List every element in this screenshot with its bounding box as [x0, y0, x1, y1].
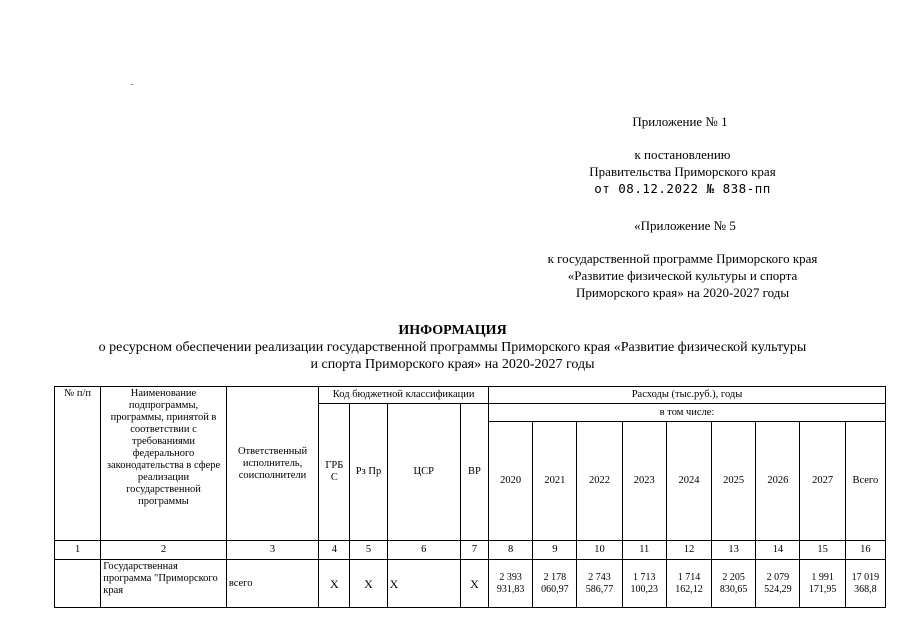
header-including: в том числе:	[489, 404, 886, 422]
row-value-2022: 2 743 586,77	[577, 560, 622, 608]
program-reference	[510, 250, 855, 301]
row-value-2021: 2 178 060,97	[533, 560, 577, 608]
appendix-1-label	[600, 113, 760, 130]
program-name-line2: Приморского края» на 2020-2027 годы	[575, 285, 790, 300]
col-number: 11	[622, 541, 666, 560]
header-year-2025: 2025	[712, 422, 756, 541]
row-value-2023: 1 713 100,23	[622, 560, 666, 608]
col-number: 4	[319, 541, 350, 560]
appendix-5-label	[600, 217, 770, 234]
header-total: Всего	[845, 422, 885, 541]
row-num	[55, 560, 101, 608]
header-row-1	[55, 387, 886, 404]
row-executor: всего	[226, 560, 318, 608]
col-number: 13	[712, 541, 756, 560]
col-number: 1	[55, 541, 101, 560]
header-grbs: ГРБ С	[319, 404, 350, 541]
column-number-row	[55, 541, 886, 560]
col-number: 16	[845, 541, 885, 560]
header-executor: Ответственный исполнитель, соисполнители	[226, 387, 318, 541]
col-number: 10	[577, 541, 622, 560]
col-number: 15	[800, 541, 845, 560]
scan-speck	[131, 84, 133, 85]
row-value-2024: 1 714 162,12	[666, 560, 711, 608]
col-number: 5	[350, 541, 387, 560]
row-grbs: X	[319, 560, 350, 608]
title-sub-line2: и спорта Приморского края» на 2020-2027 годы	[310, 357, 595, 372]
to-decree-text: к постановлению	[634, 147, 731, 162]
row-value-2025: 2 205 830,65	[712, 560, 756, 608]
header-num: № п/п	[55, 387, 101, 541]
col-number: 2	[101, 541, 227, 560]
row-vr: X	[460, 560, 488, 608]
appendix-1-text: Приложение № 1	[632, 114, 728, 129]
resource-table	[54, 386, 886, 608]
header-vr: ВР	[460, 404, 488, 541]
title-main: ИНФОРМАЦИЯ	[398, 323, 507, 338]
row-csr: X	[387, 560, 460, 608]
header-year-2022: 2022	[577, 422, 622, 541]
header-csr: ЦСР	[387, 404, 460, 541]
header-budget-code: Код бюджетной классификации	[319, 387, 489, 404]
header-year-2020: 2020	[489, 422, 533, 541]
row-value-2026: 2 079 524,29	[756, 560, 800, 608]
col-number: 9	[533, 541, 577, 560]
col-number: 7	[460, 541, 488, 560]
title-sub-line1: о ресурсном обеспечении реализации государственной программы Приморского края «Развитие физической культуры	[98, 340, 807, 355]
program-name-line1: «Развитие физической культуры и спорта	[567, 268, 798, 283]
row-value-total: 17 019 368,8	[845, 560, 885, 608]
header-year-2024: 2024	[666, 422, 711, 541]
decree-date-number: от 08.12.2022 № 838-пп	[594, 181, 771, 196]
decree-reference	[560, 146, 805, 197]
col-number: 6	[387, 541, 460, 560]
col-number: 14	[756, 541, 800, 560]
appendix-5-text: «Приложение № 5	[634, 218, 736, 233]
col-number: 8	[489, 541, 533, 560]
header-year-2021: 2021	[533, 422, 577, 541]
col-number: 3	[226, 541, 318, 560]
government-text: Правительства Приморского края	[589, 164, 776, 179]
header-expenses: Расходы (тыс.руб.), годы	[489, 387, 886, 404]
header-year-2026: 2026	[756, 422, 800, 541]
row-value-2020: 2 393 931,83	[489, 560, 533, 608]
row-program-name: Государственная программа "Приморского края	[101, 560, 227, 608]
header-year-2023: 2023	[622, 422, 666, 541]
row-rzpr: X	[350, 560, 387, 608]
col-number: 12	[666, 541, 711, 560]
to-program-text: к государственной программе Приморского края	[547, 251, 818, 266]
document-title	[0, 322, 905, 373]
header-year-2027: 2027	[800, 422, 845, 541]
header-name: Наименование подпрограммы, программы, принятой в соответствии с требованиями федерального законодательства в сфере реализации государственной программы	[101, 387, 227, 541]
row-value-2027: 1 991 171,95	[800, 560, 845, 608]
header-rzpr: Рз Пр	[350, 404, 387, 541]
table-row	[55, 560, 886, 608]
